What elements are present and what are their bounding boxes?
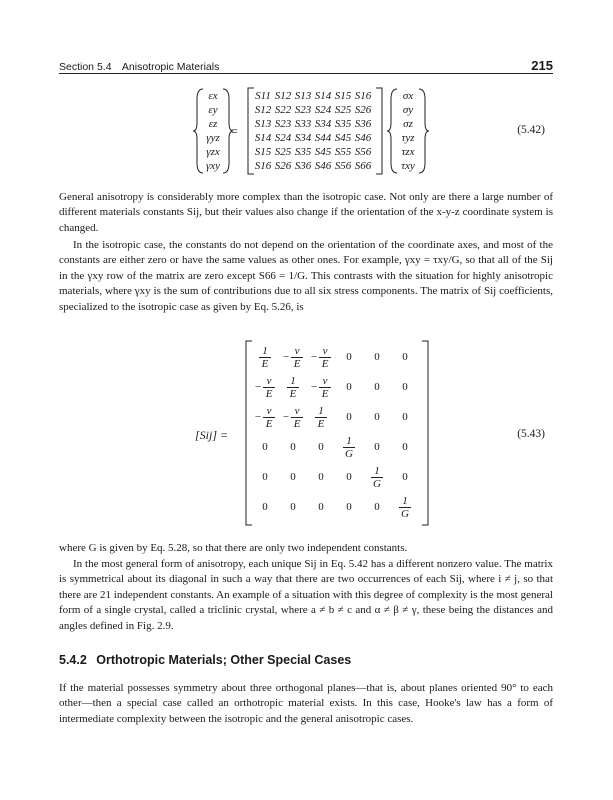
- minus-sign: −: [310, 351, 318, 363]
- fraction: [319, 375, 331, 400]
- fraction: [263, 375, 275, 400]
- compliance-entry: S34: [294, 132, 312, 144]
- compliance-entry: S66: [354, 160, 372, 172]
- sij-lhs: [Sij] =: [195, 428, 229, 442]
- fraction-denominator: E: [321, 387, 329, 400]
- header-rule: [59, 73, 553, 74]
- iso-entry: 0: [318, 501, 324, 513]
- fraction-numerator: ν: [294, 344, 300, 357]
- compliance-entry: S22: [274, 104, 292, 116]
- fraction-denominator: E: [321, 357, 329, 370]
- compliance-entry: S26: [274, 160, 292, 172]
- strain-component-4: γzx: [206, 146, 220, 158]
- iso-entry: 0: [318, 441, 324, 453]
- running-head: [59, 58, 553, 73]
- compliance-entry: S16: [354, 90, 372, 102]
- fraction: [291, 405, 303, 430]
- strain-component-3: γyz: [206, 132, 220, 144]
- iso-entry: 0: [402, 351, 408, 363]
- fraction: [263, 405, 275, 430]
- iso-entry: 0: [374, 501, 380, 513]
- fraction-numerator: 1: [318, 404, 324, 417]
- minus-sign: −: [254, 411, 262, 423]
- iso-entry: [307, 402, 335, 432]
- iso-entry: [307, 372, 335, 402]
- compliance-entry: S12: [254, 104, 272, 116]
- iso-entry: 0: [290, 441, 296, 453]
- compliance-entry: S14: [254, 132, 272, 144]
- strain-component-1: εy: [208, 104, 218, 116]
- compliance-entry: S25: [334, 104, 352, 116]
- fraction-numerator: ν: [322, 344, 328, 357]
- fraction-numerator: 1: [374, 464, 380, 477]
- fraction-denominator: G: [373, 477, 381, 490]
- compliance-entry: S12: [274, 90, 292, 102]
- strain-component-2: εz: [208, 118, 218, 130]
- iso-entry: [335, 432, 363, 462]
- fraction-denominator: E: [265, 417, 273, 430]
- fraction-denominator: E: [293, 417, 301, 430]
- iso-entry: 0: [402, 411, 408, 423]
- compliance-entry: S23: [274, 118, 292, 130]
- iso-entry: 0: [346, 471, 352, 483]
- compliance-entry: S45: [334, 132, 352, 144]
- compliance-entry: S56: [354, 146, 372, 158]
- iso-entry: 0: [402, 471, 408, 483]
- stress-component-4: τzx: [401, 146, 415, 158]
- stress-component-2: σz: [403, 118, 413, 130]
- compliance-entry: S35: [334, 118, 352, 130]
- compliance-entry: S34: [314, 118, 332, 130]
- iso-entry: [307, 342, 335, 372]
- fraction-denominator: E: [317, 417, 325, 430]
- equation-number-5-43: (5.43): [517, 428, 545, 440]
- equation-5-42: [59, 82, 553, 178]
- iso-entry: 0: [346, 381, 352, 393]
- compliance-entry: S33: [294, 118, 312, 130]
- iso-entry: [391, 492, 419, 522]
- fraction-denominator: G: [345, 447, 353, 460]
- strain-component-0: εx: [208, 90, 218, 102]
- iso-entry: 0: [346, 351, 352, 363]
- fraction-denominator: E: [293, 357, 301, 370]
- minus-sign: −: [254, 381, 262, 393]
- iso-entry: 0: [374, 441, 380, 453]
- fraction: [315, 405, 327, 430]
- compliance-entry: S24: [274, 132, 292, 144]
- iso-entry: [251, 402, 279, 432]
- compliance-entry: S46: [354, 132, 372, 144]
- fraction: [291, 345, 303, 370]
- subsection-number: 5.4.2: [59, 653, 87, 667]
- fraction: [319, 345, 331, 370]
- iso-entry: 0: [374, 351, 380, 363]
- iso-entry: [251, 372, 279, 402]
- iso-entry: [279, 342, 307, 372]
- compliance-entry: S46: [314, 160, 332, 172]
- iso-entry: 0: [402, 441, 408, 453]
- iso-entry: 0: [318, 471, 324, 483]
- compliance-entry: S56: [334, 160, 352, 172]
- compliance-entry: S26: [354, 104, 372, 116]
- stress-component-1: σy: [402, 104, 414, 116]
- fraction-numerator: 1: [346, 434, 352, 447]
- compliance-entry: S11: [255, 90, 271, 102]
- compliance-entry: S16: [254, 160, 272, 172]
- iso-right-bracket: [421, 340, 429, 526]
- strain-component-5: γxy: [205, 160, 221, 172]
- fraction-numerator: ν: [266, 404, 272, 417]
- fraction-numerator: 1: [290, 374, 296, 387]
- iso-entry: 0: [402, 381, 408, 393]
- fraction: [287, 375, 299, 400]
- fraction-numerator: 1: [262, 344, 268, 357]
- paragraph-general-anisotropy-form: In the most general form of anisotropy, each unique Sij in Eq. 5.42 has a different nonzero value. The matrix is symmetrical about its diagonal in such a way that there are two occurrences of each Sij, where i ≠ j, so that there are 21 independent constants. An example of a situation with this degree of complexity is the most general form of a single crystal, called a triclinic crystal, where a ≠ b ≠ c and α ≠ β ≠ γ, these being the distances and angles defined in Fig. 2.9.: [59, 558, 553, 632]
- stress-component-3: τyz: [401, 132, 415, 144]
- compliance-entry: S23: [294, 104, 312, 116]
- paragraph-general-anisotropy: General anisotropy is considerably more complex than the isotropic case. Not only are there a large number of different materials constants Sij, but their values also change if the orientation of the x-y-z coordinate system is changed.: [59, 191, 553, 234]
- iso-entry: 0: [262, 501, 268, 513]
- page-number: 215: [531, 58, 553, 73]
- iso-entry: [363, 462, 391, 492]
- fraction: [343, 435, 355, 460]
- equation-number-5-42: (5.42): [517, 124, 545, 136]
- equals-sign: =: [231, 124, 238, 138]
- compliance-entry: S15: [254, 146, 272, 158]
- section-number: Section 5.4: [59, 61, 112, 73]
- stress-component-0: σx: [402, 90, 414, 102]
- minus-sign: −: [282, 411, 290, 423]
- fraction-denominator: E: [265, 387, 273, 400]
- paragraph-two-constants: where G is given by Eq. 5.28, so that there are only two independent constants.: [59, 542, 408, 554]
- iso-entry: 0: [262, 471, 268, 483]
- section-label: [59, 61, 219, 73]
- minus-sign: −: [282, 351, 290, 363]
- fraction-denominator: E: [289, 387, 297, 400]
- compliance-entry: S55: [334, 146, 352, 158]
- iso-entry: 0: [290, 471, 296, 483]
- compliance-entry: S45: [314, 146, 332, 158]
- compliance-entry: S36: [354, 118, 372, 130]
- minus-sign: −: [310, 381, 318, 393]
- iso-entry: [251, 342, 279, 372]
- fraction-denominator: G: [401, 507, 409, 520]
- fraction-numerator: 1: [402, 494, 408, 507]
- equation-5-43: [59, 340, 553, 530]
- fraction-numerator: ν: [294, 404, 300, 417]
- paragraph-orthotropic: If the material possesses symmetry about three orthogonal planes—that is, about planes oriented 90° to each other—then a special case called an orthotropic material exists. In this case, Hooke's law has a form of intermediate complexity between the isotropic and the general anisotropic cases.: [59, 682, 553, 725]
- iso-entry: 0: [346, 411, 352, 423]
- iso-entry: 0: [262, 441, 268, 453]
- compliance-entry: S24: [314, 104, 332, 116]
- fraction-denominator: E: [261, 357, 269, 370]
- fraction: [259, 345, 271, 370]
- compliance-entry: S35: [294, 146, 312, 158]
- subsection-title: Orthotropic Materials; Other Special Cases: [96, 653, 352, 667]
- fraction-numerator: ν: [266, 374, 272, 387]
- fraction: [399, 495, 411, 520]
- compliance-entry: S25: [274, 146, 292, 158]
- compliance-entry: S44: [314, 132, 332, 144]
- iso-entry: [279, 402, 307, 432]
- compliance-entry: S13: [254, 118, 272, 130]
- compliance-entry: S13: [294, 90, 312, 102]
- matrix-right-bracket: [375, 87, 383, 175]
- iso-entry: [279, 372, 307, 402]
- section-title: Anisotropic Materials: [121, 61, 220, 73]
- iso-entry: 0: [346, 501, 352, 513]
- stress-component-5: τxy: [401, 160, 415, 172]
- iso-entry: 0: [290, 501, 296, 513]
- compliance-entry: S36: [294, 160, 312, 172]
- fraction-numerator: ν: [322, 374, 328, 387]
- iso-entry: 0: [374, 381, 380, 393]
- compliance-entry: S15: [334, 90, 352, 102]
- iso-entry: 0: [374, 411, 380, 423]
- compliance-entry: S14: [314, 90, 332, 102]
- paragraph-isotropic-case: In the isotropic case, the constants do not depend on the orientation of the coordinate axes, and most of the constants are either zero or have the same values as other ones. For example, γxy = τxy/G, so that all of the Sij in the γxy row of the matrix are zero except S66 = 1/G. This contrasts with the situation for highly anisotropic materials, where γxy is the sum of contributions due to all six stress components. The matrix of Sij coefficients, specialized to the isotropic case as given by Eq. 5.26, is: [59, 239, 553, 313]
- subsection-heading: [59, 653, 351, 667]
- fraction: [371, 465, 383, 490]
